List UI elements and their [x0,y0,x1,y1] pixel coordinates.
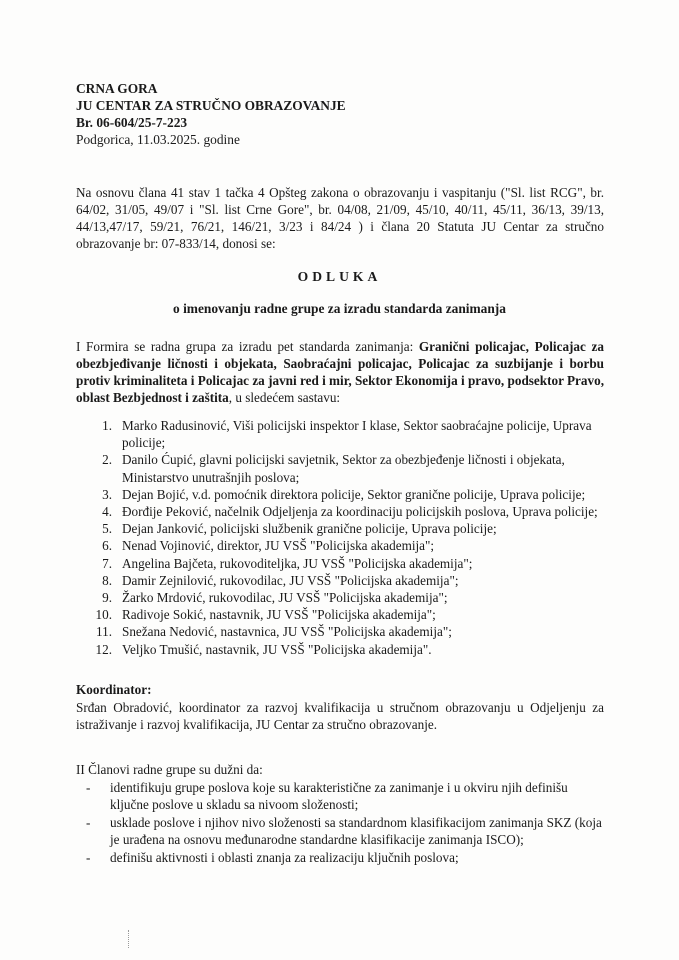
list-item-number: 3. [102,486,112,502]
list-item-text: Veljko Tmušić, nastavnik, JU VSŠ "Policijska akademija". [122,641,432,657]
list-item [76,641,604,658]
section-one-paragraph [76,338,604,406]
list-item-number: 6. [102,538,112,554]
country-name: CRNA GORA [76,81,158,96]
dash-bullet: - [86,850,91,865]
coordinator-label: Koordinator: [76,682,152,697]
list-item [76,849,604,866]
list-item-text: usklade poslove i njihov nivo složenosti sa standardnom klasifikacijom zanimanja SKZ (koja je urađena na osnovu međunarodne standardne klasifikacije zanimanja ISCO); [110,815,602,847]
duties-list [76,779,604,867]
list-item-number: 4. [102,504,112,520]
list-item-text: definišu aktivnosti i oblasti znanja za realizaciju ključnih poslova; [110,850,459,865]
list-item [76,520,604,537]
list-item-number: 12. [95,641,112,657]
list-item [76,503,604,520]
list-item-text: Angelina Bajčeta, rukovoditeljka, JU VSŠ "Policijska akademija"; [122,555,473,571]
list-item-text: Snežana Nedović, nastavnica, JU VSŠ "Policijska akademija"; [122,624,452,640]
list-item [76,572,604,589]
legal-basis-paragraph: Na osnovu člana 41 stav 1 tačka 4 Opšteg zakona o obrazovanju i vaspitanju ("Sl. list RCG", br. 64/02, 31/05, 49/07 i "Sl. list Crne Gore", br. 04/08, 21/09, 45/10, 40/11, 45/11, 36/13, 39/13, 44/13,47/17, 59/21, 76/21, 146/21, 3/23 i 84/24 ) i člana 20 Statuta JU Centar za stručno obrazovanje br: 07-833/14, donosi se: [76,185,604,251]
list-item-text: Danilo Ćupić, glavni policijski savjetnik, Sektor za obezbjeđenje ličnosti i objekata, Ministarstvo unutrašnjih poslova; [122,452,565,485]
institution-name: JU CENTAR ZA STRUČNO OBRAZOVANJE [76,98,346,113]
list-item [76,537,604,554]
members-list [76,417,604,658]
place-date: Podgorica, 11.03.2025. godine [76,132,240,147]
list-item [76,779,604,813]
list-item [76,814,604,848]
list-item [76,486,604,503]
list-item-text: Damir Zejnilović, rukovodilac, JU VSŠ "Policijska akademija"; [122,572,459,588]
section-two-intro: II Članovi radne grupe su dužni da: [76,762,263,777]
list-item-number: 7. [102,555,112,571]
list-item-number: 8. [102,572,112,588]
document-title: ODLUKA [297,269,382,284]
list-item [76,451,604,485]
list-item-text: Dejan Bojić, v.d. pomoćnik direktora policije, Sektor granične policije, Uprava policije; [122,486,586,502]
section-one-suffix: , u sledećem sastavu: [228,390,341,405]
section-one-prefix: I Formira se radna grupa za izradu pet standarda zanimanja: [76,339,419,354]
list-item-text: Nenad Vojinović, direktor, JU VSŠ "Policijska akademija"; [122,538,435,554]
list-item-number: 11. [96,624,112,640]
list-item-number: 2. [102,452,112,468]
document-subtitle: o imenovanju radne grupe za izradu standarda zanimanja [173,301,506,316]
coordinator-text: Srđan Obradović, koordinator za razvoj kvalifikacija u stručnom obrazovanju u Odjeljenju za istraživanje i razvoj kvalifikacija, JU Centar za stručno obrazovanje. [76,700,604,732]
list-item-text: identifikuju grupe poslova koje su karakteristične za zanimanje i u okviru njih definišu ključne poslove u skladu sa nivoom složenosti; [110,780,568,812]
list-item-text: Marko Radusinović, Viši policijski inspektor I klase, Sektor saobraćajne policije, Uprava policije; [122,418,592,451]
list-item-number: 9. [102,590,112,606]
list-item [76,589,604,606]
list-item-text: Dejan Janković, policijski službenik granične policije, Uprava policije; [122,521,497,537]
document-number: Br. 06-604/25-7-223 [76,115,188,130]
list-item-number: 10. [95,607,112,623]
list-item [76,623,604,640]
list-item [76,555,604,572]
dash-bullet: - [86,815,91,830]
section-one-occupations: Granični policajac, Policajac za obezbjeđivanje ličnosti i objekata, Saobraćajni policajac, Policajac za suzbijanje i borbu protiv kriminaliteta i Policajac za javni red i mir, Sektor Ekonomija i pravo, podsektor Pravo, oblast Bezbjednost i zaštita [76,339,604,405]
document-header [76,80,346,148]
dash-bullet: - [86,780,91,795]
scan-mark [128,930,131,948]
list-item [76,606,604,623]
list-item-text: Žarko Mrdović, rukovodilac, JU VSŠ "Policijska akademija"; [122,590,448,606]
list-item [76,417,604,451]
list-item-number: 1. [102,418,112,433]
list-item-text: Đorđije Peković, načelnik Odjeljenja za koordinaciju policijskih poslova, Uprava policije; [122,504,598,520]
list-item-text: Radivoje Sokić, nastavnik, JU VSŠ "Policijska akademija"; [122,607,436,623]
list-item-number: 5. [102,521,112,537]
